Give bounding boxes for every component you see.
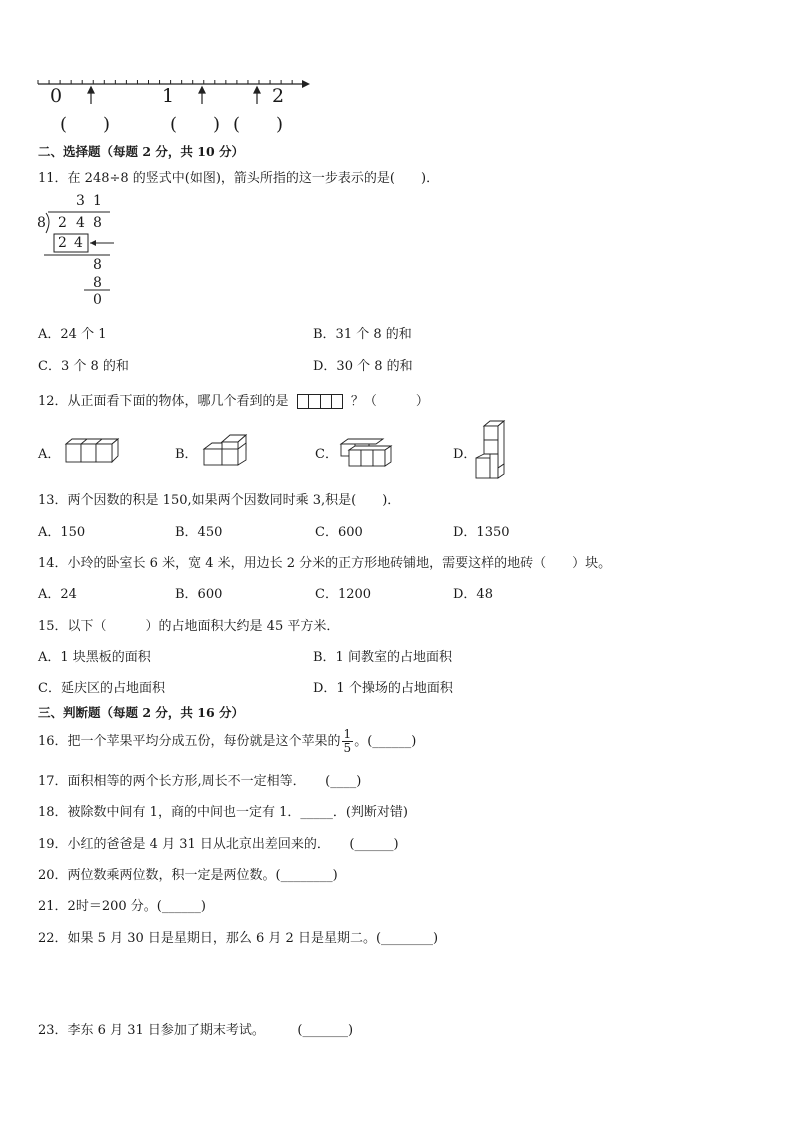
question-23: 23．李东 6 月 31 日参加了期末考试。 (_______) <box>38 1023 354 1038</box>
long-division-lines <box>34 193 174 313</box>
q12-option-d[interactable]: D． <box>453 447 477 462</box>
q14-option-b[interactable]: B．600 <box>175 587 223 602</box>
question-15: 15．以下（ ）的占地面积大约是 45 平方米． <box>38 619 340 634</box>
cube-figure-c <box>339 436 399 470</box>
answer-paren-2: ( ) <box>170 114 221 135</box>
question-19: 19．小红的爸爸是 4 月 31 日从北京出差回来的． (______) <box>38 837 399 852</box>
fraction-denominator: 5 <box>343 741 352 755</box>
divisor: 8 <box>37 215 46 231</box>
number-line-label-1: 1 <box>162 85 175 107</box>
q11-option-b[interactable]: B．31 个 8 的和 <box>313 327 412 342</box>
q14-option-c[interactable]: C．1200 <box>315 587 372 602</box>
question-12 <box>38 390 429 409</box>
question-11: 11．在 248÷8 的竖式中(如图)，箭头所指的这一步表示的是( )． <box>38 171 440 186</box>
q13-option-d[interactable]: D．1350 <box>453 525 510 540</box>
number-line-label-2: 2 <box>272 85 285 107</box>
step1-digit: 2 <box>58 235 67 251</box>
q12-text-before: 12．从正面看下面的物体，哪几个看到的是 <box>38 394 289 409</box>
question-18: 18．被除数中间有 1，商的中间也一定有 1．_____．(判断对错) <box>38 805 408 820</box>
question-14: 14．小玲的卧室长 6 米，宽 4 米，用边长 2 分米的正方形地砖铺地，需要这样的地砖（ ）块。 <box>38 556 612 571</box>
quotient-digit: 1 <box>93 193 102 209</box>
q11-option-a[interactable]: A．24 个 1 <box>38 327 107 342</box>
step1-digit: 4 <box>74 235 83 251</box>
cube-figure-a <box>62 436 122 466</box>
cube-figure-b <box>200 432 260 468</box>
number-line-label-0: 0 <box>50 85 63 107</box>
question-13: 13．两个因数的积是 150,如果两个因数同时乘 3,积是( )． <box>38 493 401 508</box>
dividend-digit: 8 <box>93 215 102 231</box>
number-line <box>0 70 794 130</box>
question-22: 22．如果 5 月 30 日是星期日，那么 6 月 2 日是星期二。(________) <box>38 931 439 946</box>
dividend-digit: 4 <box>76 215 85 231</box>
section-2-title: 二、选择题（每题 2 分，共 10 分） <box>38 144 245 159</box>
q12-option-a[interactable]: A． <box>38 447 61 462</box>
q12-option-b[interactable]: B． <box>175 447 198 462</box>
q12-text-after: ？（ ） <box>350 394 429 409</box>
question-16 <box>38 728 416 755</box>
step3-digit: 8 <box>93 275 102 291</box>
q14-option-d[interactable]: D．48 <box>453 587 493 602</box>
q11-option-d[interactable]: D．30 个 8 的和 <box>313 359 413 374</box>
answer-paren-1: ( ) <box>60 114 111 135</box>
section-3-title: 三、判断题（每题 2 分，共 16 分） <box>38 705 245 720</box>
q15-option-d[interactable]: D．1 个操场的占地面积 <box>313 681 453 696</box>
question-17: 17．面积相等的两个长方形,周长不一定相等． (____) <box>38 774 362 789</box>
q13-option-c[interactable]: C．600 <box>315 525 363 540</box>
q15-option-c[interactable]: C．延庆区的占地面积 <box>38 681 165 696</box>
q15-option-b[interactable]: B．1 间教室的占地面积 <box>313 650 452 665</box>
q14-option-a[interactable]: A．24 <box>38 587 77 602</box>
fraction-numerator: 1 <box>343 727 352 741</box>
q15-option-a[interactable]: A．1 块黑板的面积 <box>38 650 151 665</box>
front-view-strip-icon <box>297 394 343 409</box>
question-21: 21．2时＝200 分。(______) <box>38 899 206 914</box>
answer-paren-3: ( ) <box>233 114 284 135</box>
fraction-one-fifth <box>342 728 354 755</box>
dividend-digit: 2 <box>58 215 67 231</box>
cube-figure-d <box>474 420 514 482</box>
q16-answer-blank[interactable]: 。(______) <box>354 734 417 749</box>
step2-digit: 8 <box>93 257 102 273</box>
remainder-digit: 0 <box>93 292 102 308</box>
quotient-digit: 3 <box>76 193 85 209</box>
q13-option-b[interactable]: B．450 <box>175 525 223 540</box>
question-20: 20．两位数乘两位数，积一定是两位数。(________) <box>38 868 338 883</box>
q16-text: 16．把一个苹果平均分成五份，每份就是这个苹果的 <box>38 734 341 749</box>
q12-option-c[interactable]: C． <box>315 447 338 462</box>
q13-option-a[interactable]: A．150 <box>38 525 86 540</box>
q11-option-c[interactable]: C．3 个 8 的和 <box>38 359 129 374</box>
